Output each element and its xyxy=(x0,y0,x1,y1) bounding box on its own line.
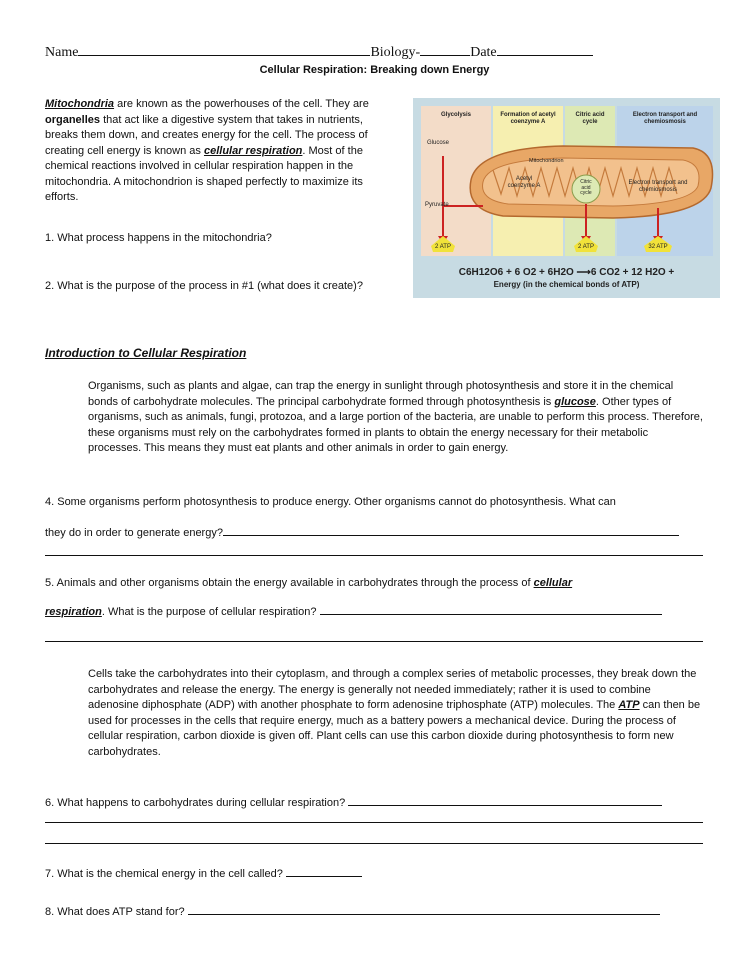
answer-8-field[interactable] xyxy=(188,903,660,915)
atp-term: ATP xyxy=(618,699,640,711)
etc-header: Electron transport and chemiosmosis xyxy=(632,112,698,125)
answer-5-line[interactable] xyxy=(45,641,703,642)
etc-label: Electron transport and chemiosmosis xyxy=(628,180,688,193)
respiration-term: respiration xyxy=(45,606,102,618)
para-text: are known as the powerhouses of the cell. They are xyxy=(114,98,369,110)
name-field[interactable] xyxy=(78,44,370,56)
para-text: . Most of the chemical reactions involved in cellular respiration happen in the mitochondria. A mitochondrion is shaped perfectly to maximize its efforts. xyxy=(45,144,363,203)
date-field[interactable] xyxy=(497,44,593,56)
glycolysis-header: Glycolysis xyxy=(440,112,472,118)
para-text: can then be used for processes in the cells that require energy, much as a battery powers a mechanical device. During the process of cellular respiration, carbon dioxide is given off. Plant cells can use this carbon dioxide during photosynthesis to form new carbohydrates. xyxy=(88,699,701,758)
atp-citric: 2 ATP xyxy=(578,244,594,250)
acetyl-label: Acetyl coenzyme A xyxy=(507,176,541,189)
question-7-text: 7. What is the chemical energy in the cell called? xyxy=(45,868,286,880)
name-line xyxy=(45,44,685,61)
respiration-equation: C6H12O6 + 6 O2 + 6H2O ⟶6 CO2 + 12 H2O + xyxy=(458,267,675,278)
glucose-label: Glucose xyxy=(427,140,450,146)
glucose-term: glucose xyxy=(554,395,596,408)
para-text: Cells take the carbohydrates into their cytoplasm, and through a complex series of metabolic processes, they break down the carbohydrates and release the energy. The energy is generally not needed immediately; rather it is used to combine adenosine diphosphate (ADP) with another phosphate to form adenosine triphosphate (ATP) molecules. The xyxy=(88,668,697,711)
question-7 xyxy=(45,865,362,883)
answer-5-field[interactable] xyxy=(320,603,662,615)
answer-6-field[interactable] xyxy=(348,794,662,806)
citric-label: Citric acid cycle xyxy=(580,179,592,196)
mitochondrion-label: Mitochondrion xyxy=(529,158,564,164)
answer-6-line-1[interactable] xyxy=(45,822,703,823)
acetyl-header: Formation of acetyl coenzyme A xyxy=(500,112,556,125)
answer-4-line[interactable] xyxy=(45,555,703,556)
energy-label: Energy (in the chemical bonds of ATP) xyxy=(493,280,640,289)
para-text: Organisms, such as plants and algae, can trap the energy in sunlight through photosynthesis and store it in the chemical bonds of carbohydrate molecules. The principal carbohydrate formed through photosynthesis is xyxy=(88,380,674,408)
cellular-respiration-term: cellular respiration xyxy=(203,144,303,157)
question-4-line-2 xyxy=(45,524,679,542)
atp-etc: 32 ATP xyxy=(648,244,668,250)
question-4-text: they do in order to generate energy? xyxy=(45,527,223,539)
date-label: Date xyxy=(470,45,497,60)
question-1: 1. What process happens in the mitochondria? xyxy=(45,232,272,244)
question-8 xyxy=(45,903,660,921)
para-text: that act like a digestive system that takes in nutrients, breaks them down, and creates energy for the cell. The process of creating cell energy is known as xyxy=(45,113,368,157)
question-5-line-1 xyxy=(45,576,572,592)
question-6-text: 6. What happens to carbohydrates during cellular respiration? xyxy=(45,797,349,809)
mitochondria-paragraph xyxy=(45,97,395,206)
intro-paragraph-2 xyxy=(88,667,704,760)
biology-label: Biology- xyxy=(370,45,421,60)
name-label: Name xyxy=(45,45,79,60)
atp-glycolysis: 2 ATP xyxy=(435,244,451,250)
answer-6-line-2[interactable] xyxy=(45,843,703,844)
citric-header: Citric acid cycle xyxy=(575,112,605,125)
biology-field[interactable] xyxy=(420,44,470,56)
question-5-text: . What is the purpose of cellular respiration? xyxy=(101,606,320,618)
question-6 xyxy=(45,794,662,812)
question-2: 2. What is the purpose of the process in #1 (what does it create)? xyxy=(45,280,363,292)
para-text: . Other types of organisms, such as animals, fungi, protozoa, and a large portion of the bacteria, are unable to perform this process. Therefore, these organisms must rely on the carbohydrates formed in plants to obtain the energy necessary for their metabolic processes. This means they must eat plants and other animals in order to gain energy. xyxy=(88,395,703,454)
question-4-line-1: 4. Some organisms perform photosynthesis to produce energy. Other organisms cannot do photosynthesis. What can xyxy=(45,496,616,508)
answer-4-field[interactable] xyxy=(223,524,679,536)
mitochondria-term: Mitochondria xyxy=(45,98,115,110)
question-5-line-2 xyxy=(45,603,662,621)
intro-paragraph-1 xyxy=(88,379,704,457)
question-8-text: 8. What does ATP stand for? xyxy=(45,906,188,918)
organelles-term: organelles xyxy=(45,113,101,126)
cellular-respiration-diagram xyxy=(413,98,720,298)
question-5-text: 5. Animals and other organisms obtain the energy available in carbohydrates through the process of xyxy=(45,577,534,589)
pyruvate-label: Pyruvate xyxy=(425,202,449,208)
cellular-term: cellular xyxy=(533,577,573,589)
section-heading: Introduction to Cellular Respiration xyxy=(45,346,247,360)
page-title: Cellular Respiration: Breaking down Energy xyxy=(259,64,490,76)
answer-7-field[interactable] xyxy=(286,865,362,877)
